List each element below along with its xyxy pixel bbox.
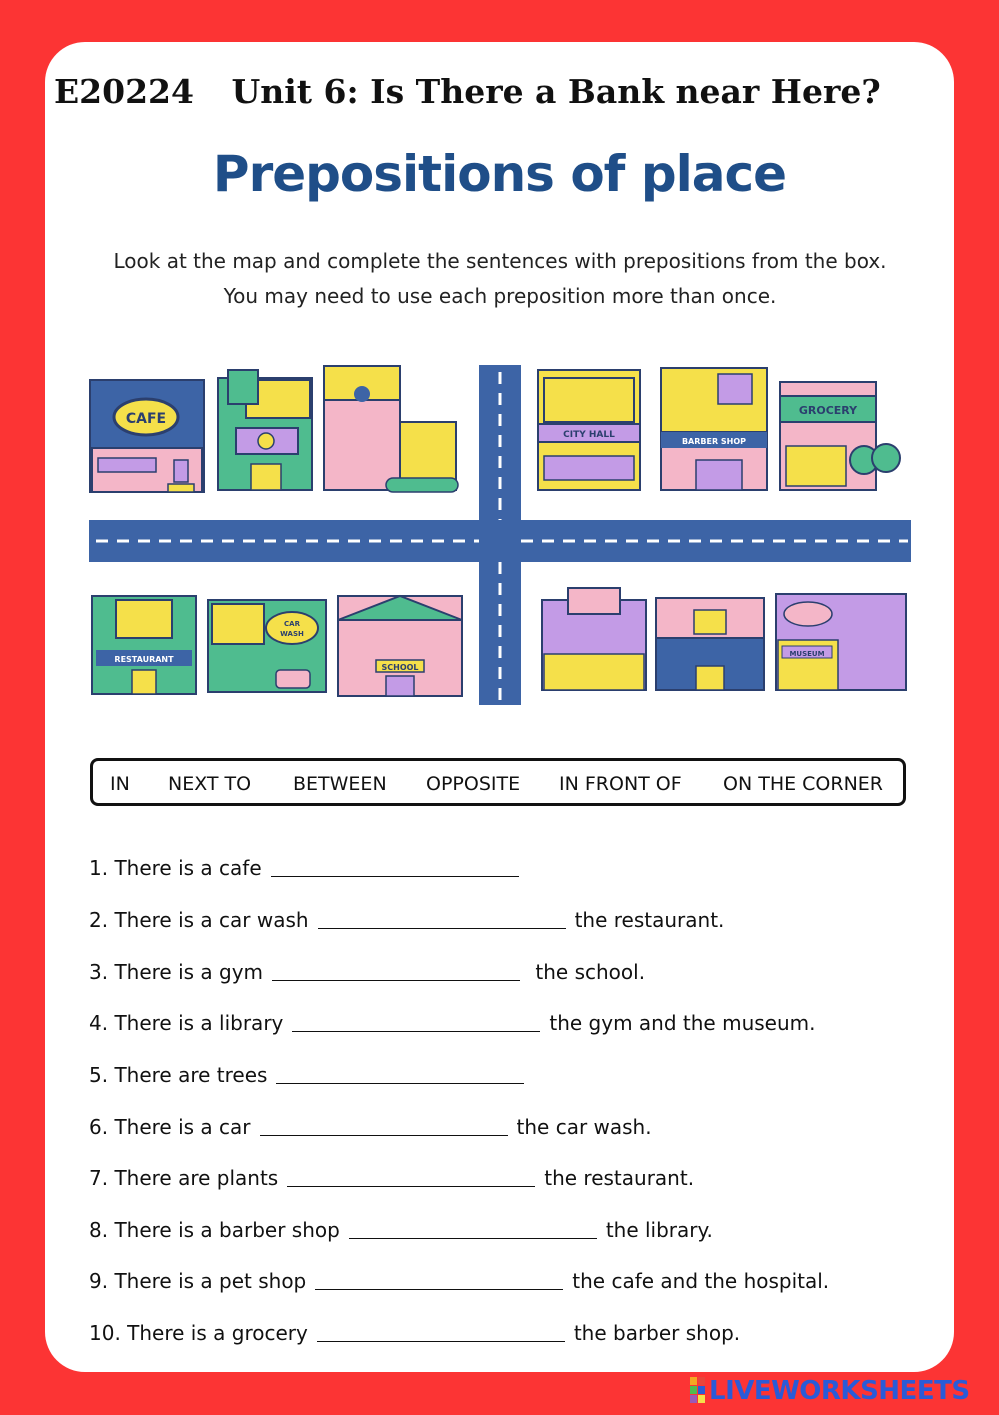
question-text: 6. There is a car — [89, 1115, 251, 1139]
word-box-item: OPPOSITE — [426, 773, 521, 795]
answer-blank-5[interactable] — [276, 1063, 524, 1084]
question-ending: the gym and the museum. — [549, 1011, 816, 1035]
car-wash-sign-line1: CAR — [284, 620, 300, 628]
question-7 — [89, 1166, 694, 1190]
instructions: Look at the map and complete the sentences with prepositions from the box. You may need to use each preposition more than once. — [113, 249, 887, 308]
town-map — [86, 360, 914, 710]
question-10 — [89, 1321, 740, 1345]
question-3 — [89, 960, 645, 984]
city-hall-building — [538, 370, 640, 490]
grocery-sign: GROCERY — [798, 404, 858, 417]
question-5 — [89, 1063, 533, 1087]
answer-blank-8[interactable] — [349, 1218, 597, 1239]
question-ending: the school. — [529, 960, 646, 984]
worksheet-header — [54, 72, 954, 111]
cafe-sign: CAFE — [125, 411, 167, 427]
hospital-building — [324, 366, 458, 492]
answer-blank-9[interactable] — [315, 1269, 563, 1290]
answer-blank-3[interactable] — [272, 960, 520, 981]
question-text: 7. There are plants — [89, 1166, 279, 1190]
school-sign: SCHOOL — [381, 663, 419, 672]
grocery-building — [780, 382, 900, 490]
question-1 — [89, 856, 528, 880]
school-building — [338, 596, 462, 696]
gym-building — [542, 588, 646, 690]
question-text: 4. There is a library — [89, 1011, 284, 1035]
cafe-building — [90, 380, 204, 492]
answer-blank-2[interactable] — [318, 908, 566, 929]
answer-blank-4[interactable] — [292, 1011, 540, 1032]
brand-name: LIVEWORKSHEETS — [709, 1376, 970, 1406]
museum-sign: MUSEUM — [789, 650, 825, 658]
answer-blank-6[interactable] — [260, 1115, 508, 1136]
question-ending: the restaurant. — [574, 908, 725, 932]
restaurant-building — [92, 596, 196, 694]
question-ending: the restaurant. — [544, 1166, 695, 1190]
answer-blank-7[interactable] — [287, 1166, 535, 1187]
answer-blank-1[interactable] — [271, 856, 519, 877]
question-text: 10. There is a grocery — [89, 1321, 308, 1345]
restaurant-sign: RESTAURANT — [114, 655, 174, 664]
question-ending: the car wash. — [516, 1115, 652, 1139]
question-text: 1. There is a cafe — [89, 856, 262, 880]
city-hall-sign: CITY HALL — [563, 430, 615, 440]
question-text: 2. There is a car wash — [89, 908, 309, 932]
word-box-item: IN — [110, 773, 130, 795]
question-text: 5. There are trees — [89, 1063, 268, 1087]
liveworksheets-logo[interactable] — [690, 1376, 970, 1406]
word-box-item: BETWEEN — [293, 773, 387, 795]
pet-shop-building — [218, 370, 312, 490]
question-text: 8. There is a barber shop — [89, 1218, 340, 1242]
liveworksheets-logo-icon — [690, 1377, 706, 1403]
question-4 — [89, 1011, 816, 1035]
library-building — [656, 598, 764, 690]
car-wash-building — [208, 600, 326, 692]
car-wash-sign-line2: WASH — [280, 630, 304, 638]
word-box — [90, 758, 906, 806]
question-2 — [89, 908, 724, 932]
word-box-item: NEXT TO — [168, 773, 252, 795]
word-box-item: ON THE CORNER — [723, 773, 883, 795]
word-box-item: IN FRONT OF — [559, 773, 682, 795]
museum-building — [776, 594, 906, 690]
question-text: 9. There is a pet shop — [89, 1269, 307, 1293]
unit-code: E20224 — [54, 72, 194, 111]
question-ending: the cafe and the hospital. — [572, 1269, 830, 1293]
question-ending: the library. — [605, 1218, 713, 1242]
question-ending: the barber shop. — [573, 1321, 741, 1345]
question-text: 3. There is a gym — [89, 960, 264, 984]
question-8 — [89, 1218, 713, 1242]
question-6 — [89, 1115, 652, 1139]
answer-blank-10[interactable] — [317, 1321, 565, 1342]
barber-shop-sign: BARBER SHOP — [681, 437, 747, 446]
page-title: Prepositions of place — [212, 145, 787, 203]
barber-shop-building — [661, 368, 767, 490]
question-9 — [89, 1269, 829, 1293]
unit-title: Unit 6: Is There a Bank near Here? — [231, 72, 881, 111]
